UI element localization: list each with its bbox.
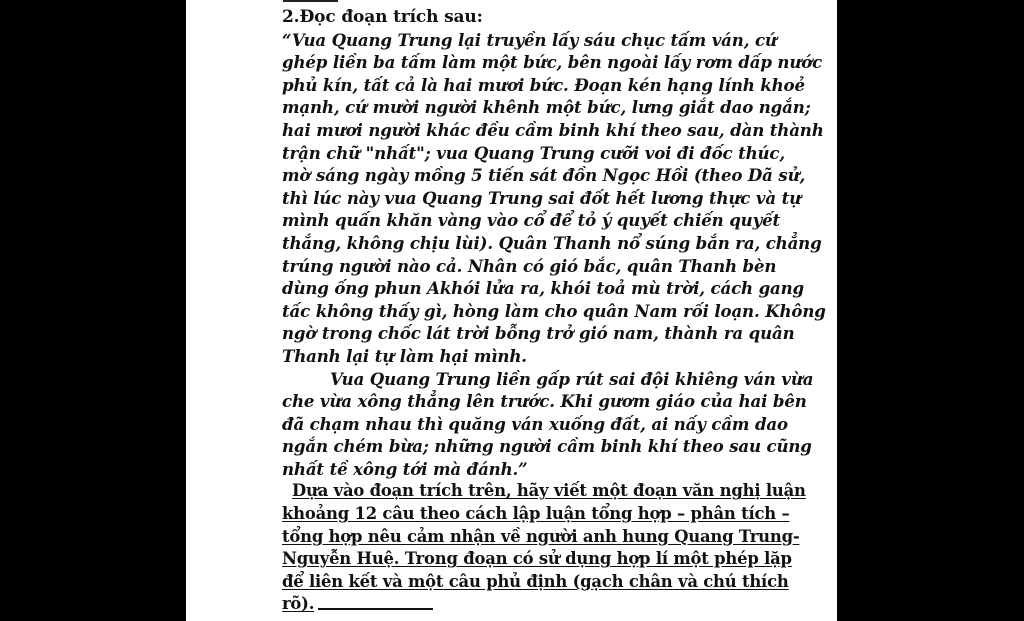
excerpt-line: hai mươi người khác đều cầm binh khí theo sau, dàn thành: [282, 119, 824, 140]
task-line: tổng hợp nêu cảm nhận về người anh hung Quang Trung-: [282, 526, 800, 546]
excerpt-line: trúng người nào cả. Nhân có gió bắc, quân Thanh bèn: [282, 255, 777, 276]
task-line: Dựa vào đoạn trích trên, hãy viết một đoạn văn nghị luận: [292, 481, 806, 501]
task-line: khoảng 12 câu theo cách lập luận tổng hợp – phân tích –: [282, 504, 790, 524]
task-line-last: [282, 593, 834, 616]
excerpt-line: dùng ống phun Akhói lửa ra, khói toả mù trời, cách gang: [282, 278, 805, 299]
excerpt-line: thì lúc này vua Quang Trung sai đốt hết lương thực và tự: [282, 187, 802, 208]
excerpt-line: ngắn chém bừa; những người cầm binh khí theo sau cũng: [282, 436, 812, 457]
excerpt-line: đã chạm nhau thì quăng ván xuống đất, ai nấy cầm dao: [282, 413, 788, 434]
document-content: [282, 6, 834, 616]
excerpt-line: mờ sáng ngày mồng 5 tiến sát đồn Ngọc Hồi (theo Dã sử,: [282, 165, 806, 186]
excerpt-line: che vừa xông thẳng lên trước. Khi gươm giáo của hai bên: [282, 391, 807, 412]
excerpt-line: trận chữ "nhất"; vua Quang Trung cưỡi voi đi đốc thúc,: [282, 142, 786, 163]
document-page: [186, 0, 837, 621]
blank-answer-rule: [318, 608, 433, 610]
section-heading: 2.Đọc đoạn trích sau:: [282, 7, 483, 27]
excerpt-line: nhất tề xông tới mà đánh.”: [282, 458, 528, 479]
excerpt-line: tấc không thấy gì, hòng làm cho quân Nam rối loạn. Không: [282, 300, 826, 321]
excerpt-line: ngờ trong chốc lát trời bỗng trở gió nam, thành ra quân: [282, 323, 795, 344]
excerpt-line: “Vua Quang Trung lại truyền lấy sáu chục tấm ván, cứ: [282, 29, 777, 50]
task-line-text: rõ).: [282, 594, 315, 614]
excerpt-line: phủ kín, tất cả là hai mươi bức. Đoạn kén hạng lính khoẻ: [282, 74, 805, 95]
task-line: để liên kết và một câu phủ định (gạch chân và chú thích: [282, 571, 789, 591]
excerpt-line: Vua Quang Trung liền gấp rút sai đội khiêng ván vừa: [330, 368, 814, 389]
excerpt-line: Thanh lại tự làm hại mình.: [282, 345, 527, 366]
task-line: Nguyễn Huệ. Trong đoạn có sử dụng hợp lí một phép lặp: [282, 549, 792, 569]
excerpt-line: mạnh, cứ mười người khênh một bức, lưng giắt dao ngắn;: [282, 97, 811, 118]
excerpt-line: ghép liền ba tấm làm một bức, bên ngoài lấy rơm dấp nước: [282, 52, 823, 73]
top-underline-fragment: [283, 0, 338, 2]
excerpt-line: thắng, không chịu lùi). Quân Thanh nổ súng bắn ra, chẳng: [282, 232, 822, 253]
excerpt-line: mình quấn khăn vàng vào cổ để tỏ ý quyết chiến quyết: [282, 210, 780, 231]
